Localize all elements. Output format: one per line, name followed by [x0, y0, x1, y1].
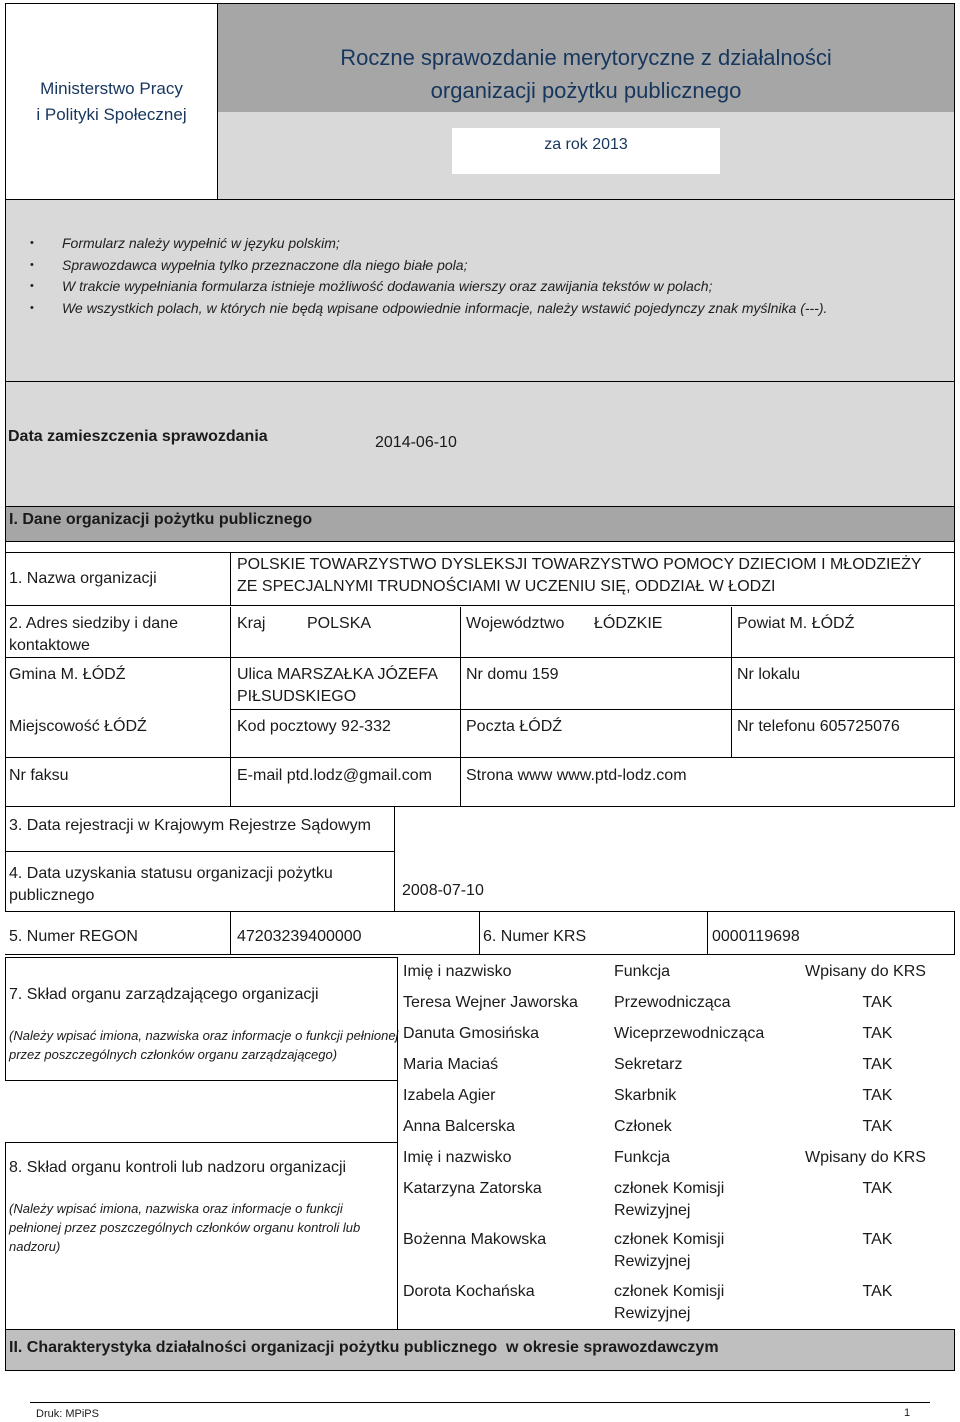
board-member-name: Maria Maciaś: [403, 1056, 499, 1073]
instruction-item: • W trakcie wypełniania formularza istnieje możliwość dodawania wierszy oraz zawijania tekstów w polach;: [30, 276, 950, 298]
form-title-line-1: Roczne sprawozdanie merytoryczne z działalności: [340, 45, 832, 70]
fax-field: Nr faksu: [9, 767, 69, 784]
status-label-line-2: publicznego: [9, 887, 95, 904]
board-label: 7. Skład organu zarządzającego organizacji: [9, 986, 319, 1003]
board-member-function: Skarbnik: [614, 1087, 677, 1104]
address-left-line: [5, 657, 231, 658]
krs-number-value: 0000119698: [712, 928, 800, 945]
status-label: [9, 863, 333, 907]
board-member-name: Izabela Agier: [403, 1087, 496, 1104]
address-grid-divider: [460, 657, 461, 710]
address-grid-divider: [731, 607, 732, 658]
org-name-label: 1. Nazwa organizacji: [9, 570, 157, 587]
country-value: POLSKA: [307, 615, 372, 632]
board-note: (Należy wpisać imiona, nazwiska oraz informacje o funkcji pełnionej przez poszczególnych członków organu zarządzającego): [9, 1028, 399, 1062]
address-grid-divider: [731, 657, 732, 710]
website-field: Strona www www.ptd-lodz.com: [466, 767, 687, 784]
country-label: Kraj: [237, 615, 266, 632]
ministry-line-2: i Polityki Społecznej: [36, 105, 187, 124]
ministry-line-1: Ministerstwo Pracy: [40, 79, 183, 98]
address-grid-divider: [230, 709, 231, 758]
commune-field: Gmina M. ŁÓDŹ: [9, 666, 126, 683]
apartment-number-field: Nr lokalu: [737, 666, 801, 683]
board-header-krs: Wpisany do KRS: [805, 963, 926, 980]
instruction-item: • Sprawozdawca wypełnia tylko przeznaczone dla niego białe pola;: [30, 255, 950, 277]
instructions-list: [30, 233, 950, 319]
krs-date-label: 3. Data rejestracji w Krajowym Rejestrze Sądowym: [9, 817, 371, 834]
postal-code-field: Kod pocztowy 92-332: [237, 718, 391, 735]
audit-header-name: Imię i nazwisko: [403, 1149, 512, 1166]
krs-number-label: 6. Numer KRS: [483, 928, 587, 945]
address-row-frame: [230, 657, 955, 710]
status-label-line-1: 4. Data uzyskania statusu organizacji pożytku: [9, 865, 333, 882]
address-label-line-1: 2. Adres siedziby i dane: [9, 615, 178, 632]
audit-note: (Należy wpisać imiona, nazwiska oraz informacje o funkcji pełnionej przez poszczególnych członków organu kontroli lub nadzoru): [9, 1201, 361, 1254]
board-member-function: Sekretarz: [614, 1056, 683, 1073]
audit-member-function: członek Komisji Rewizyjnej: [614, 1180, 725, 1219]
address-grid-cells: [230, 607, 955, 658]
address-grid-divider: [731, 709, 732, 758]
org-name-value: POLSKIE TOWARZYSTWO DYSLEKSJI TOWARZYSTWO POMOCY DZIECIOM I MŁODZIEŻY ZE SPECJALNYMI TRUDNOŚCIAMI W UCZENIU SIĘ, ODDZIAŁ W ŁODZI: [237, 556, 922, 595]
footer-print-label: Druk: MPiPS: [36, 1408, 99, 1420]
post-office-field: Poczta ŁÓDŹ: [466, 718, 563, 735]
board-member-function: Przewodnicząca: [614, 994, 731, 1011]
footer-page-number: 1: [904, 1407, 911, 1419]
audit-member-krs: TAK: [862, 1180, 893, 1197]
county-field: Powiat M. ŁÓDŹ: [737, 615, 855, 632]
status-date: 2008-07-10: [402, 882, 484, 899]
form-title: [218, 41, 954, 107]
voivodeship-label: Województwo: [466, 615, 565, 632]
email-field: E-mail ptd.lodz@gmail.com: [237, 767, 432, 784]
board-member-krs: TAK: [862, 1025, 893, 1042]
regon-label: 5. Numer REGON: [9, 928, 138, 945]
board-member-krs: TAK: [862, 994, 893, 1011]
voivodeship-value: ŁÓDZKIE: [594, 615, 663, 632]
audit-member-krs: TAK: [862, 1231, 893, 1248]
street-line-1: Ulica MARSZAŁKA JÓZEFA: [237, 666, 438, 683]
section-2-title: II. Charakterystyka działalności organizacji pożytku publicznego w okresie sprawozdawczym: [9, 1339, 719, 1356]
board-member-function: Wiceprzewodnicząca: [614, 1025, 765, 1042]
board-header-name: Imię i nazwisko: [403, 963, 512, 980]
board-member-name: Teresa Wejner Jaworska: [403, 994, 578, 1011]
regon-value: 47203239400000: [237, 928, 362, 945]
instruction-item: • We wszystkich polach, w których nie będą wpisane odpowiednie informacje, należy wstawić pojedynczy znak myślnika (---).: [30, 298, 950, 320]
address-label-line-2: kontaktowe: [9, 637, 90, 654]
address-grid-divider: [460, 709, 461, 758]
audit-label: 8. Skład organu kontroli lub nadzoru organizacji: [9, 1159, 347, 1176]
board-header-function: Funkcja: [614, 963, 671, 980]
publication-label: Data zamieszczenia sprawozdania: [8, 428, 268, 445]
address-grid-divider: [460, 607, 461, 658]
address-label: [9, 613, 178, 657]
audit-header-krs: Wpisany do KRS: [805, 1149, 926, 1166]
audit-member-function: członek Komisji Rewizyjnej: [614, 1283, 725, 1322]
audit-member-function: członek Komisji Rewizyjnej: [614, 1231, 725, 1270]
address-row-frame: [5, 709, 955, 758]
board-member-name: Anna Balcerska: [403, 1118, 516, 1135]
street-line-2: PIŁSUDSKIEGO: [237, 688, 357, 705]
footer-rule: [30, 1402, 930, 1403]
audit-member-name: Dorota Kochańska: [403, 1283, 535, 1300]
board-member-krs: TAK: [862, 1118, 893, 1135]
section-1-title: I. Dane organizacji pożytku publicznego: [9, 511, 313, 528]
report-year: za rok 2013: [544, 136, 628, 153]
board-member-name: Danuta Gmosińska: [403, 1025, 540, 1042]
audit-header-function: Funkcja: [614, 1149, 671, 1166]
city-field: Miejscowość ŁÓDŹ: [9, 718, 147, 735]
board-member-krs: TAK: [862, 1087, 893, 1104]
address-grid-divider: [460, 758, 461, 807]
board-member-krs: TAK: [862, 1056, 893, 1073]
instruction-item: • Formularz należy wypełnić w języku polskim;: [30, 233, 950, 255]
audit-member-name: Katarzyna Zatorska: [403, 1180, 542, 1197]
ministry-name: [5, 76, 218, 128]
audit-member-krs: TAK: [862, 1283, 893, 1300]
phone-field: Nr telefonu 605725076: [737, 718, 900, 735]
address-grid-divider: [230, 758, 231, 807]
house-number-field: Nr domu 159: [466, 666, 559, 683]
publication-date: 2014-06-10: [375, 434, 457, 451]
audit-member-name: Bożenna Makowska: [403, 1231, 547, 1248]
board-member-function: Członek: [614, 1118, 672, 1135]
form-title-line-2: organizacji pożytku publicznego: [430, 78, 742, 103]
